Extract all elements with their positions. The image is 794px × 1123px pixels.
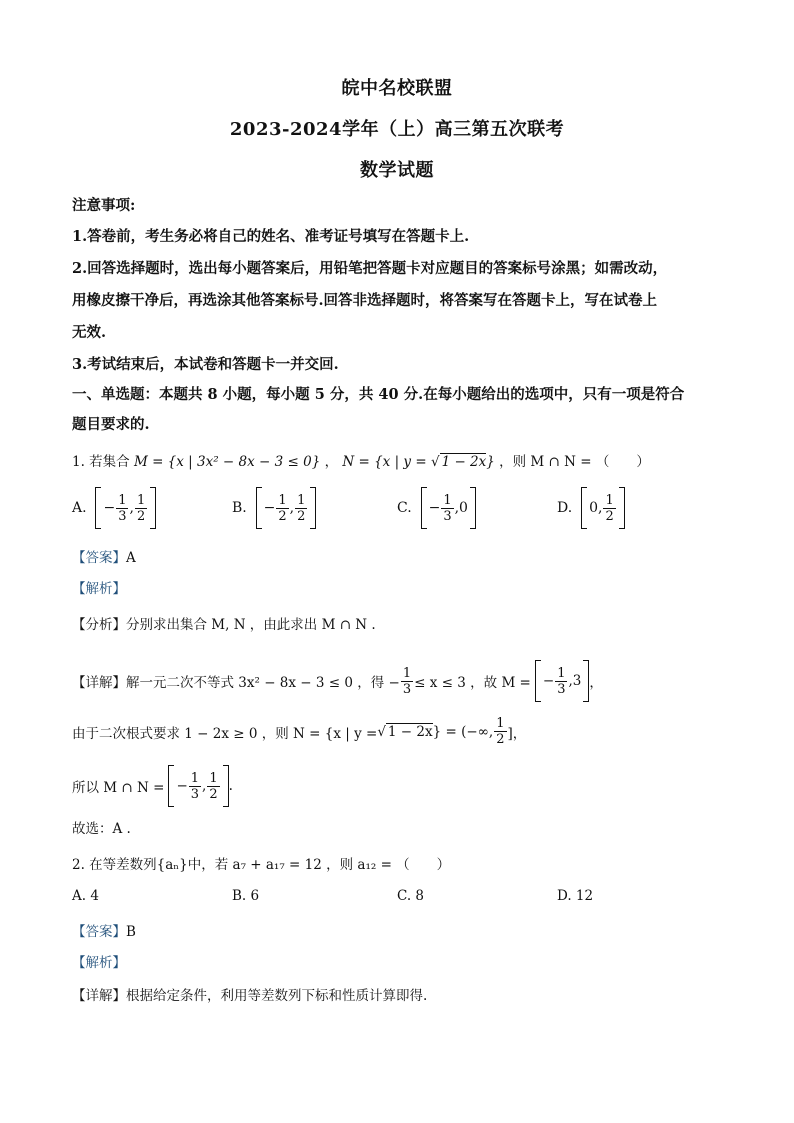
q1-analysis-tag: 【解析】 bbox=[72, 581, 126, 597]
interval: − $\frac{1}{3}$ , 0 bbox=[428, 492, 468, 524]
q2-answer bbox=[72, 920, 136, 940]
question-1-ask: ，则 M ∩ N = （ ） bbox=[499, 454, 650, 470]
frac-num: 1 bbox=[118, 492, 127, 508]
notice-item-1: 1.答卷前，考生务必将自己的姓名、准考证号填写在答题卡上. bbox=[72, 228, 470, 245]
q2-option-b: B. 6 bbox=[232, 888, 260, 904]
answer-tag: 【答案】 bbox=[72, 550, 126, 566]
q2-option-d: D. 12 bbox=[557, 888, 594, 904]
frac-num: 1 bbox=[443, 492, 452, 508]
detail-text: 解一元二次不等式 3x² − 8x − 3 ≤ 0 ，得 − bbox=[126, 675, 400, 691]
q1-conclusion: 故选：A . bbox=[72, 821, 131, 837]
frac-den: 2 bbox=[136, 508, 146, 524]
fenxi-text: 分别求出集合 M, N ，由此求出 M ∩ N . bbox=[126, 617, 376, 633]
right-bracket bbox=[150, 487, 156, 529]
exam-session-title: 2023-2024学年（上）高三第五次联考 bbox=[229, 119, 565, 140]
detail-tag: 【详解】 bbox=[72, 675, 126, 691]
interval-end: 0 bbox=[459, 500, 468, 516]
question-2: 2. 在等差数列{aₙ}中，若 a₇ + a₁₇ = 12 ，则 a₁₂ = （ ） bbox=[72, 857, 451, 873]
right-bracket bbox=[223, 765, 229, 807]
right-bracket bbox=[470, 487, 476, 529]
school-alliance-title: 皖中名校联盟 bbox=[341, 78, 453, 99]
frac-den: 3 bbox=[402, 681, 412, 697]
frac-den: 2 bbox=[297, 508, 306, 524]
set-n-radicand: 1 − 2x bbox=[441, 454, 487, 470]
answer-value: A bbox=[126, 550, 136, 566]
q2-analysis-tag: 【解析】 bbox=[72, 955, 126, 971]
subject-title: 数学试题 bbox=[360, 160, 434, 181]
q1-answer bbox=[72, 546, 136, 566]
notice-heading: 注意事项: bbox=[72, 197, 136, 214]
detail-text: 由于二次根式要求 1 − 2x ≥ 0 ，则 N = {x | y = bbox=[72, 725, 378, 742]
q1-detail-line-3: 所以 M ∩ N = − $\frac{1}{3}$ , $\frac{1}{2}$ . bbox=[72, 765, 233, 807]
notice-item-2-end: 无效. bbox=[72, 324, 107, 341]
interval: − $\frac{1}{3}$ , $\frac{1}{2}$ bbox=[103, 492, 146, 524]
interval: 0 , $\frac{1}{2}$ bbox=[589, 492, 614, 524]
answer-value: B bbox=[126, 924, 136, 940]
frac-den: 2 bbox=[605, 508, 614, 524]
set-n-suffix: } bbox=[486, 454, 495, 470]
fenxi-tag: 【分析】 bbox=[72, 617, 126, 633]
notice-item-2: 2.回答选择题时，选出每小题答案后，用铅笔把答题卡对应题目的答案标号涂黑；如需改动， bbox=[72, 260, 668, 277]
right-bracket bbox=[619, 487, 625, 529]
detail-text: 根据给定条件，利用等差数列下标和性质计算即得. bbox=[126, 988, 428, 1004]
q1-option-d bbox=[557, 487, 625, 529]
frac-num: 1 bbox=[605, 492, 614, 508]
sqrt-icon: √ bbox=[430, 454, 440, 470]
radicand: 1 − 2x bbox=[387, 724, 433, 740]
q1-option-b bbox=[232, 487, 316, 529]
option-label: A. bbox=[72, 500, 87, 516]
detail-text-b: ≤ x ≤ 3 ，故 M = bbox=[414, 675, 531, 691]
frac-num: 1 bbox=[297, 492, 306, 508]
detail-tag: 【详解】 bbox=[72, 988, 126, 1004]
q1-option-c bbox=[397, 487, 476, 529]
frac-den: 3 bbox=[443, 508, 452, 524]
detail-text-b: } = (−∞, bbox=[432, 723, 494, 740]
detail-text: 所以 M ∩ N = bbox=[72, 780, 165, 796]
sqrt-icon: √ bbox=[377, 723, 386, 740]
set-m: M = {x | 3x² − 8x − 3 ≤ 0} bbox=[133, 454, 321, 470]
q2-option-c: C. 8 bbox=[397, 888, 425, 904]
separator: ， bbox=[324, 454, 339, 470]
section-heading: 一、单选题：本题共 8 小题，每小题 5 分，共 40 分.在每小题给出的选项中，只有一项是符合 bbox=[72, 386, 685, 403]
notice-item-2-cont: 用橡皮擦干净后，再选涂其他答案标号.回答非选择题时，将答案写在答题卡上，写在试卷上 bbox=[72, 292, 658, 309]
frac-den: 2 bbox=[278, 508, 287, 524]
question-1 bbox=[72, 450, 650, 470]
q2-option-a: A. 4 bbox=[72, 888, 99, 904]
interval: − $\frac{1}{2}$ , $\frac{1}{2}$ bbox=[263, 492, 306, 524]
set-n-prefix: N = {x | y = bbox=[342, 454, 431, 470]
option-label: D. bbox=[557, 500, 573, 516]
q1-fenxi bbox=[72, 613, 376, 633]
option-label: B. bbox=[232, 500, 247, 516]
frac-num: 1 bbox=[136, 492, 146, 508]
answer-tag: 【答案】 bbox=[72, 924, 126, 940]
interval-start: 0 bbox=[589, 500, 599, 516]
frac-num: 1 bbox=[402, 665, 412, 681]
question-1-number: 1. 若集合 bbox=[72, 454, 130, 470]
frac-den: 3 bbox=[118, 508, 127, 524]
section-heading-cont: 题目要求的. bbox=[72, 416, 150, 433]
right-bracket bbox=[310, 487, 316, 529]
q1-detail-line-2: 由于二次根式要求 1 − 2x ≥ 0 ，则 N = {x | y = √ 1 − 2x } = (−∞, $\frac{1}{2}$ ]， bbox=[72, 716, 527, 747]
q1-detail-line-1: 【详解】 解一元二次不等式 3x² − 8x − 3 ≤ 0 ，得 − $\frac{1}{3}$ ≤ x ≤ 3 ，故 M = − $\frac{1}{3}$ ,3 ， bbox=[72, 660, 603, 702]
q2-detail bbox=[72, 984, 427, 1004]
right-bracket bbox=[583, 660, 589, 702]
option-label: C. bbox=[397, 500, 412, 516]
notice-item-3: 3.考试结束后，本试卷和答题卡一并交回. bbox=[72, 356, 339, 373]
frac-num: 1 bbox=[278, 492, 287, 508]
q1-option-a bbox=[72, 487, 156, 529]
